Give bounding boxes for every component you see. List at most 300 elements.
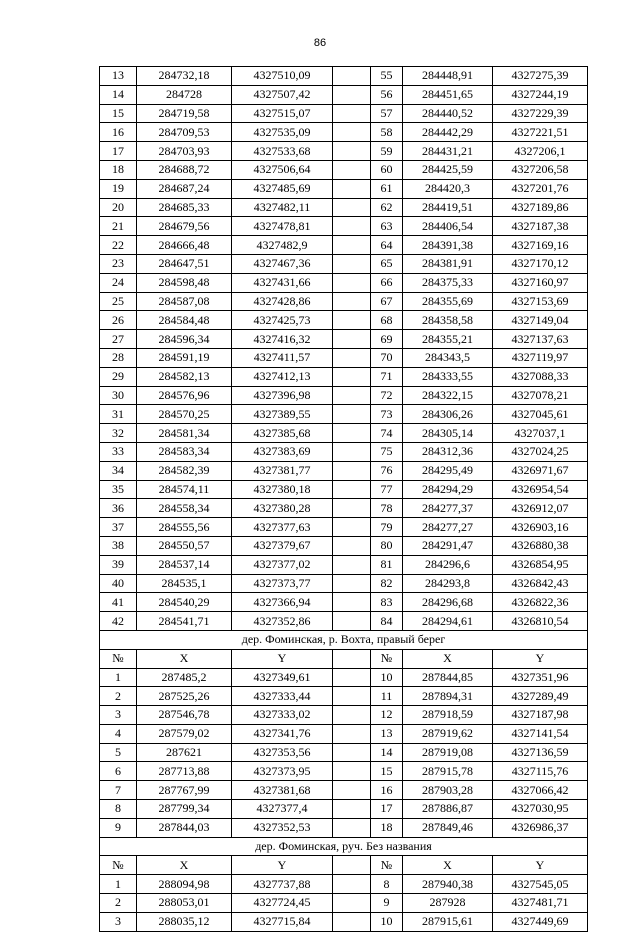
point-number-cell: 10 bbox=[371, 668, 403, 687]
y-coordinate-cell: 4327383,69 bbox=[232, 442, 333, 461]
x-coordinate-cell: 287799,34 bbox=[137, 800, 232, 819]
x-coordinate-cell: 284442,29 bbox=[403, 123, 493, 142]
spacer-cell bbox=[333, 292, 371, 311]
y-coordinate-cell: 4327389,55 bbox=[232, 405, 333, 424]
y-coordinate-cell: 4327341,76 bbox=[232, 724, 333, 743]
table-row bbox=[100, 348, 588, 367]
point-number-cell: 13 bbox=[100, 67, 137, 86]
x-coordinate-cell: 284291,47 bbox=[403, 536, 493, 555]
x-coordinate-cell: 284591,19 bbox=[137, 348, 232, 367]
x-coordinate-cell: 284598,48 bbox=[137, 273, 232, 292]
point-number-cell: 17 bbox=[100, 142, 137, 161]
spacer-cell bbox=[333, 217, 371, 236]
y-coordinate-cell: 4327379,67 bbox=[232, 536, 333, 555]
y-coordinate-cell: 4326986,37 bbox=[493, 818, 588, 837]
spacer-cell bbox=[333, 574, 371, 593]
spacer-cell bbox=[333, 499, 371, 518]
point-number-cell: 37 bbox=[100, 518, 137, 537]
table-row bbox=[100, 254, 588, 273]
y-coordinate-cell: 4326842,43 bbox=[493, 574, 588, 593]
spacer-cell bbox=[333, 912, 371, 931]
spacer-cell bbox=[333, 818, 371, 837]
x-coordinate-cell: 284355,21 bbox=[403, 330, 493, 349]
y-coordinate-cell: 4327141,54 bbox=[493, 724, 588, 743]
point-number-cell: 2 bbox=[100, 687, 137, 706]
x-coordinate-cell: 287525,26 bbox=[137, 687, 232, 706]
spacer-cell bbox=[333, 330, 371, 349]
column-header: № bbox=[371, 649, 403, 668]
point-number-cell: 83 bbox=[371, 593, 403, 612]
point-number-cell: 31 bbox=[100, 405, 137, 424]
x-coordinate-cell: 284451,65 bbox=[403, 85, 493, 104]
table-row bbox=[100, 160, 588, 179]
spacer-cell bbox=[333, 687, 371, 706]
table-row bbox=[100, 800, 588, 819]
table-row bbox=[100, 574, 588, 593]
table-row bbox=[100, 142, 588, 161]
table-row bbox=[100, 123, 588, 142]
table-row bbox=[100, 518, 588, 537]
y-coordinate-cell: 4327715,84 bbox=[232, 912, 333, 931]
x-coordinate-cell: 287713,88 bbox=[137, 762, 232, 781]
x-coordinate-cell: 284679,56 bbox=[137, 217, 232, 236]
spacer-cell bbox=[333, 367, 371, 386]
point-number-cell: 84 bbox=[371, 612, 403, 631]
column-header bbox=[333, 649, 371, 668]
point-number-cell: 56 bbox=[371, 85, 403, 104]
point-number-cell: 7 bbox=[100, 781, 137, 800]
point-number-cell: 28 bbox=[100, 348, 137, 367]
table-row bbox=[100, 818, 588, 837]
column-header: № bbox=[371, 856, 403, 875]
point-number-cell: 70 bbox=[371, 348, 403, 367]
x-coordinate-cell: 284375,33 bbox=[403, 273, 493, 292]
point-number-cell: 14 bbox=[371, 743, 403, 762]
point-number-cell: 42 bbox=[100, 612, 137, 631]
x-coordinate-cell: 284587,08 bbox=[137, 292, 232, 311]
y-coordinate-cell: 4327515,07 bbox=[232, 104, 333, 123]
spacer-cell bbox=[333, 386, 371, 405]
column-header-row bbox=[100, 856, 588, 875]
point-number-cell: 15 bbox=[100, 104, 137, 123]
table-row bbox=[100, 405, 588, 424]
point-number-cell: 17 bbox=[371, 800, 403, 819]
table-row bbox=[100, 480, 588, 499]
point-number-cell: 8 bbox=[371, 875, 403, 894]
table-row bbox=[100, 687, 588, 706]
y-coordinate-cell: 4326903,16 bbox=[493, 518, 588, 537]
x-coordinate-cell: 284732,18 bbox=[137, 67, 232, 86]
column-header: X bbox=[403, 856, 493, 875]
y-coordinate-cell: 4327119,97 bbox=[493, 348, 588, 367]
x-coordinate-cell: 287485,2 bbox=[137, 668, 232, 687]
y-coordinate-cell: 4327187,98 bbox=[493, 706, 588, 725]
spacer-cell bbox=[333, 254, 371, 273]
point-number-cell: 68 bbox=[371, 311, 403, 330]
spacer-cell bbox=[333, 743, 371, 762]
point-number-cell: 62 bbox=[371, 198, 403, 217]
x-coordinate-cell: 287579,02 bbox=[137, 724, 232, 743]
point-number-cell: 21 bbox=[100, 217, 137, 236]
spacer-cell bbox=[333, 348, 371, 367]
y-coordinate-cell: 4326912,07 bbox=[493, 499, 588, 518]
y-coordinate-cell: 4327189,86 bbox=[493, 198, 588, 217]
coordinates-table-body bbox=[100, 67, 588, 932]
spacer-cell bbox=[333, 85, 371, 104]
spacer-cell bbox=[333, 518, 371, 537]
y-coordinate-cell: 4327373,95 bbox=[232, 762, 333, 781]
column-header: № bbox=[100, 649, 137, 668]
y-coordinate-cell: 4327737,88 bbox=[232, 875, 333, 894]
y-coordinate-cell: 4327478,81 bbox=[232, 217, 333, 236]
x-coordinate-cell: 287621 bbox=[137, 743, 232, 762]
x-coordinate-cell: 284688,72 bbox=[137, 160, 232, 179]
y-coordinate-cell: 4327136,59 bbox=[493, 743, 588, 762]
table-row bbox=[100, 781, 588, 800]
point-number-cell: 39 bbox=[100, 555, 137, 574]
x-coordinate-cell: 284294,61 bbox=[403, 612, 493, 631]
x-coordinate-cell: 284420,3 bbox=[403, 179, 493, 198]
x-coordinate-cell: 284440,52 bbox=[403, 104, 493, 123]
column-header: X bbox=[137, 649, 232, 668]
y-coordinate-cell: 4327160,97 bbox=[493, 273, 588, 292]
table-row bbox=[100, 424, 588, 443]
x-coordinate-cell: 287903,28 bbox=[403, 781, 493, 800]
y-coordinate-cell: 4327411,57 bbox=[232, 348, 333, 367]
point-number-cell: 35 bbox=[100, 480, 137, 499]
spacer-cell bbox=[333, 160, 371, 179]
table-row bbox=[100, 724, 588, 743]
y-coordinate-cell: 4327078,21 bbox=[493, 386, 588, 405]
x-coordinate-cell: 284296,6 bbox=[403, 555, 493, 574]
y-coordinate-cell: 4326810,54 bbox=[493, 612, 588, 631]
table-row bbox=[100, 912, 588, 931]
y-coordinate-cell: 4327137,63 bbox=[493, 330, 588, 349]
point-number-cell: 74 bbox=[371, 424, 403, 443]
x-coordinate-cell: 284581,34 bbox=[137, 424, 232, 443]
y-coordinate-cell: 4326880,38 bbox=[493, 536, 588, 555]
y-coordinate-cell: 4327428,86 bbox=[232, 292, 333, 311]
table-row bbox=[100, 499, 588, 518]
table-row bbox=[100, 273, 588, 292]
point-number-cell: 41 bbox=[100, 593, 137, 612]
spacer-cell bbox=[333, 198, 371, 217]
table-row bbox=[100, 85, 588, 104]
point-number-cell: 16 bbox=[100, 123, 137, 142]
section-title: дер. Фоминская, руч. Без названия bbox=[100, 837, 588, 856]
point-number-cell: 6 bbox=[100, 762, 137, 781]
spacer-cell bbox=[333, 123, 371, 142]
x-coordinate-cell: 284277,27 bbox=[403, 518, 493, 537]
x-coordinate-cell: 284570,25 bbox=[137, 405, 232, 424]
y-coordinate-cell: 4327229,39 bbox=[493, 104, 588, 123]
table-row bbox=[100, 217, 588, 236]
y-coordinate-cell: 4327381,68 bbox=[232, 781, 333, 800]
spacer-cell bbox=[333, 875, 371, 894]
point-number-cell: 30 bbox=[100, 386, 137, 405]
spacer-cell bbox=[333, 311, 371, 330]
y-coordinate-cell: 4327481,71 bbox=[493, 894, 588, 913]
point-number-cell: 8 bbox=[100, 800, 137, 819]
spacer-cell bbox=[333, 442, 371, 461]
y-coordinate-cell: 4327366,94 bbox=[232, 593, 333, 612]
point-number-cell: 27 bbox=[100, 330, 137, 349]
y-coordinate-cell: 4327066,42 bbox=[493, 781, 588, 800]
x-coordinate-cell: 284295,49 bbox=[403, 461, 493, 480]
y-coordinate-cell: 4327206,1 bbox=[493, 142, 588, 161]
spacer-cell bbox=[333, 424, 371, 443]
y-coordinate-cell: 4327482,11 bbox=[232, 198, 333, 217]
spacer-cell bbox=[333, 236, 371, 255]
y-coordinate-cell: 4327396,98 bbox=[232, 386, 333, 405]
x-coordinate-cell: 284555,56 bbox=[137, 518, 232, 537]
x-coordinate-cell: 284584,48 bbox=[137, 311, 232, 330]
x-coordinate-cell: 288094,98 bbox=[137, 875, 232, 894]
y-coordinate-cell: 4327506,64 bbox=[232, 160, 333, 179]
spacer-cell bbox=[333, 142, 371, 161]
spacer-cell bbox=[333, 179, 371, 198]
y-coordinate-cell: 4327045,61 bbox=[493, 405, 588, 424]
x-coordinate-cell: 284550,57 bbox=[137, 536, 232, 555]
x-coordinate-cell: 284293,8 bbox=[403, 574, 493, 593]
point-number-cell: 32 bbox=[100, 424, 137, 443]
x-coordinate-cell: 284448,91 bbox=[403, 67, 493, 86]
y-coordinate-cell: 4327275,39 bbox=[493, 67, 588, 86]
x-coordinate-cell: 284541,71 bbox=[137, 612, 232, 631]
x-coordinate-cell: 284333,55 bbox=[403, 367, 493, 386]
spacer-cell bbox=[333, 724, 371, 743]
point-number-cell: 80 bbox=[371, 536, 403, 555]
point-number-cell: 75 bbox=[371, 442, 403, 461]
y-coordinate-cell: 4327349,61 bbox=[232, 668, 333, 687]
point-number-cell: 72 bbox=[371, 386, 403, 405]
section-title: дер. Фоминская, р. Вохта, правый берег bbox=[100, 630, 588, 649]
point-number-cell: 60 bbox=[371, 160, 403, 179]
point-number-cell: 81 bbox=[371, 555, 403, 574]
x-coordinate-cell: 284540,29 bbox=[137, 593, 232, 612]
point-number-cell: 9 bbox=[100, 818, 137, 837]
x-coordinate-cell: 284305,14 bbox=[403, 424, 493, 443]
table-row bbox=[100, 706, 588, 725]
y-coordinate-cell: 4327380,28 bbox=[232, 499, 333, 518]
point-number-cell: 3 bbox=[100, 912, 137, 931]
point-number-cell: 33 bbox=[100, 442, 137, 461]
y-coordinate-cell: 4327373,77 bbox=[232, 574, 333, 593]
column-header: Y bbox=[493, 649, 588, 668]
y-coordinate-cell: 4327187,38 bbox=[493, 217, 588, 236]
y-coordinate-cell: 4327333,44 bbox=[232, 687, 333, 706]
point-number-cell: 16 bbox=[371, 781, 403, 800]
spacer-cell bbox=[333, 894, 371, 913]
table-row bbox=[100, 292, 588, 311]
table-row bbox=[100, 311, 588, 330]
x-coordinate-cell: 284582,13 bbox=[137, 367, 232, 386]
y-coordinate-cell: 4327352,53 bbox=[232, 818, 333, 837]
y-coordinate-cell: 4327412,13 bbox=[232, 367, 333, 386]
y-coordinate-cell: 4326971,67 bbox=[493, 461, 588, 480]
table-row bbox=[100, 386, 588, 405]
x-coordinate-cell: 284391,38 bbox=[403, 236, 493, 255]
point-number-cell: 24 bbox=[100, 273, 137, 292]
point-number-cell: 29 bbox=[100, 367, 137, 386]
x-coordinate-cell: 284306,26 bbox=[403, 405, 493, 424]
x-coordinate-cell: 287844,03 bbox=[137, 818, 232, 837]
column-header: X bbox=[403, 649, 493, 668]
spacer-cell bbox=[333, 762, 371, 781]
y-coordinate-cell: 4327037,1 bbox=[493, 424, 588, 443]
point-number-cell: 12 bbox=[371, 706, 403, 725]
point-number-cell: 79 bbox=[371, 518, 403, 537]
table-row bbox=[100, 555, 588, 574]
table-row bbox=[100, 612, 588, 631]
x-coordinate-cell: 284666,48 bbox=[137, 236, 232, 255]
spacer-cell bbox=[333, 67, 371, 86]
table-row bbox=[100, 198, 588, 217]
x-coordinate-cell: 287918,59 bbox=[403, 706, 493, 725]
y-coordinate-cell: 4326854,95 bbox=[493, 555, 588, 574]
x-coordinate-cell: 287919,62 bbox=[403, 724, 493, 743]
point-number-cell: 58 bbox=[371, 123, 403, 142]
point-number-cell: 65 bbox=[371, 254, 403, 273]
table-row bbox=[100, 236, 588, 255]
x-coordinate-cell: 284535,1 bbox=[137, 574, 232, 593]
point-number-cell: 67 bbox=[371, 292, 403, 311]
y-coordinate-cell: 4326822,36 bbox=[493, 593, 588, 612]
spacer-cell bbox=[333, 405, 371, 424]
point-number-cell: 57 bbox=[371, 104, 403, 123]
point-number-cell: 55 bbox=[371, 67, 403, 86]
point-number-cell: 69 bbox=[371, 330, 403, 349]
point-number-cell: 26 bbox=[100, 311, 137, 330]
table-row bbox=[100, 894, 588, 913]
y-coordinate-cell: 4327024,25 bbox=[493, 442, 588, 461]
x-coordinate-cell: 287844,85 bbox=[403, 668, 493, 687]
x-coordinate-cell: 284406,54 bbox=[403, 217, 493, 236]
y-coordinate-cell: 4327289,49 bbox=[493, 687, 588, 706]
x-coordinate-cell: 288053,01 bbox=[137, 894, 232, 913]
x-coordinate-cell: 284728 bbox=[137, 85, 232, 104]
y-coordinate-cell: 4327088,33 bbox=[493, 367, 588, 386]
y-coordinate-cell: 4327377,02 bbox=[232, 555, 333, 574]
point-number-cell: 13 bbox=[371, 724, 403, 743]
column-header: Y bbox=[493, 856, 588, 875]
x-coordinate-cell: 287767,99 bbox=[137, 781, 232, 800]
x-coordinate-cell: 287928 bbox=[403, 894, 493, 913]
spacer-cell bbox=[333, 668, 371, 687]
y-coordinate-cell: 4327352,86 bbox=[232, 612, 333, 631]
point-number-cell: 22 bbox=[100, 236, 137, 255]
y-coordinate-cell: 4327170,12 bbox=[493, 254, 588, 273]
x-coordinate-cell: 284431,21 bbox=[403, 142, 493, 161]
y-coordinate-cell: 4327206,58 bbox=[493, 160, 588, 179]
spacer-cell bbox=[333, 461, 371, 480]
y-coordinate-cell: 4327377,63 bbox=[232, 518, 333, 537]
x-coordinate-cell: 284687,24 bbox=[137, 179, 232, 198]
y-coordinate-cell: 4327149,04 bbox=[493, 311, 588, 330]
point-number-cell: 63 bbox=[371, 217, 403, 236]
y-coordinate-cell: 4327431,66 bbox=[232, 273, 333, 292]
point-number-cell: 82 bbox=[371, 574, 403, 593]
y-coordinate-cell: 4327485,69 bbox=[232, 179, 333, 198]
y-coordinate-cell: 4327510,09 bbox=[232, 67, 333, 86]
x-coordinate-cell: 284294,29 bbox=[403, 480, 493, 499]
spacer-cell bbox=[333, 612, 371, 631]
x-coordinate-cell: 287546,78 bbox=[137, 706, 232, 725]
spacer-cell bbox=[333, 593, 371, 612]
point-number-cell: 23 bbox=[100, 254, 137, 273]
column-header: № bbox=[100, 856, 137, 875]
table-row bbox=[100, 67, 588, 86]
spacer-cell bbox=[333, 781, 371, 800]
x-coordinate-cell: 287849,46 bbox=[403, 818, 493, 837]
y-coordinate-cell: 4327482,9 bbox=[232, 236, 333, 255]
table-row bbox=[100, 875, 588, 894]
y-coordinate-cell: 4327153,69 bbox=[493, 292, 588, 311]
x-coordinate-cell: 284596,34 bbox=[137, 330, 232, 349]
table-row bbox=[100, 179, 588, 198]
x-coordinate-cell: 284574,11 bbox=[137, 480, 232, 499]
column-header-row bbox=[100, 649, 588, 668]
section-title-row bbox=[100, 837, 588, 856]
point-number-cell: 78 bbox=[371, 499, 403, 518]
x-coordinate-cell: 284558,34 bbox=[137, 499, 232, 518]
table-row bbox=[100, 536, 588, 555]
table-row bbox=[100, 743, 588, 762]
x-coordinate-cell: 284709,53 bbox=[137, 123, 232, 142]
x-coordinate-cell: 284355,69 bbox=[403, 292, 493, 311]
point-number-cell: 38 bbox=[100, 536, 137, 555]
point-number-cell: 64 bbox=[371, 236, 403, 255]
point-number-cell: 1 bbox=[100, 668, 137, 687]
spacer-cell bbox=[333, 706, 371, 725]
point-number-cell: 15 bbox=[371, 762, 403, 781]
spacer-cell bbox=[333, 104, 371, 123]
x-coordinate-cell: 284425,59 bbox=[403, 160, 493, 179]
x-coordinate-cell: 287886,87 bbox=[403, 800, 493, 819]
y-coordinate-cell: 4327201,76 bbox=[493, 179, 588, 198]
point-number-cell: 59 bbox=[371, 142, 403, 161]
x-coordinate-cell: 284419,51 bbox=[403, 198, 493, 217]
point-number-cell: 66 bbox=[371, 273, 403, 292]
y-coordinate-cell: 4327353,56 bbox=[232, 743, 333, 762]
x-coordinate-cell: 284647,51 bbox=[137, 254, 232, 273]
x-coordinate-cell: 284322,15 bbox=[403, 386, 493, 405]
y-coordinate-cell: 4327380,18 bbox=[232, 480, 333, 499]
x-coordinate-cell: 284312,36 bbox=[403, 442, 493, 461]
point-number-cell: 61 bbox=[371, 179, 403, 198]
spacer-cell bbox=[333, 273, 371, 292]
point-number-cell: 4 bbox=[100, 724, 137, 743]
y-coordinate-cell: 4327449,69 bbox=[493, 912, 588, 931]
coordinates-table bbox=[99, 66, 588, 932]
y-coordinate-cell: 4327351,96 bbox=[493, 668, 588, 687]
y-coordinate-cell: 4327377,4 bbox=[232, 800, 333, 819]
spacer-cell bbox=[333, 800, 371, 819]
x-coordinate-cell: 287919,08 bbox=[403, 743, 493, 762]
column-header: X bbox=[137, 856, 232, 875]
x-coordinate-cell: 284343,5 bbox=[403, 348, 493, 367]
page-number: 86 bbox=[313, 37, 327, 49]
x-coordinate-cell: 287940,38 bbox=[403, 875, 493, 894]
y-coordinate-cell: 4327535,09 bbox=[232, 123, 333, 142]
column-header: Y bbox=[232, 856, 333, 875]
column-header: Y bbox=[232, 649, 333, 668]
y-coordinate-cell: 4327467,36 bbox=[232, 254, 333, 273]
y-coordinate-cell: 4327169,16 bbox=[493, 236, 588, 255]
x-coordinate-cell: 288035,12 bbox=[137, 912, 232, 931]
point-number-cell: 18 bbox=[371, 818, 403, 837]
y-coordinate-cell: 4327724,45 bbox=[232, 894, 333, 913]
